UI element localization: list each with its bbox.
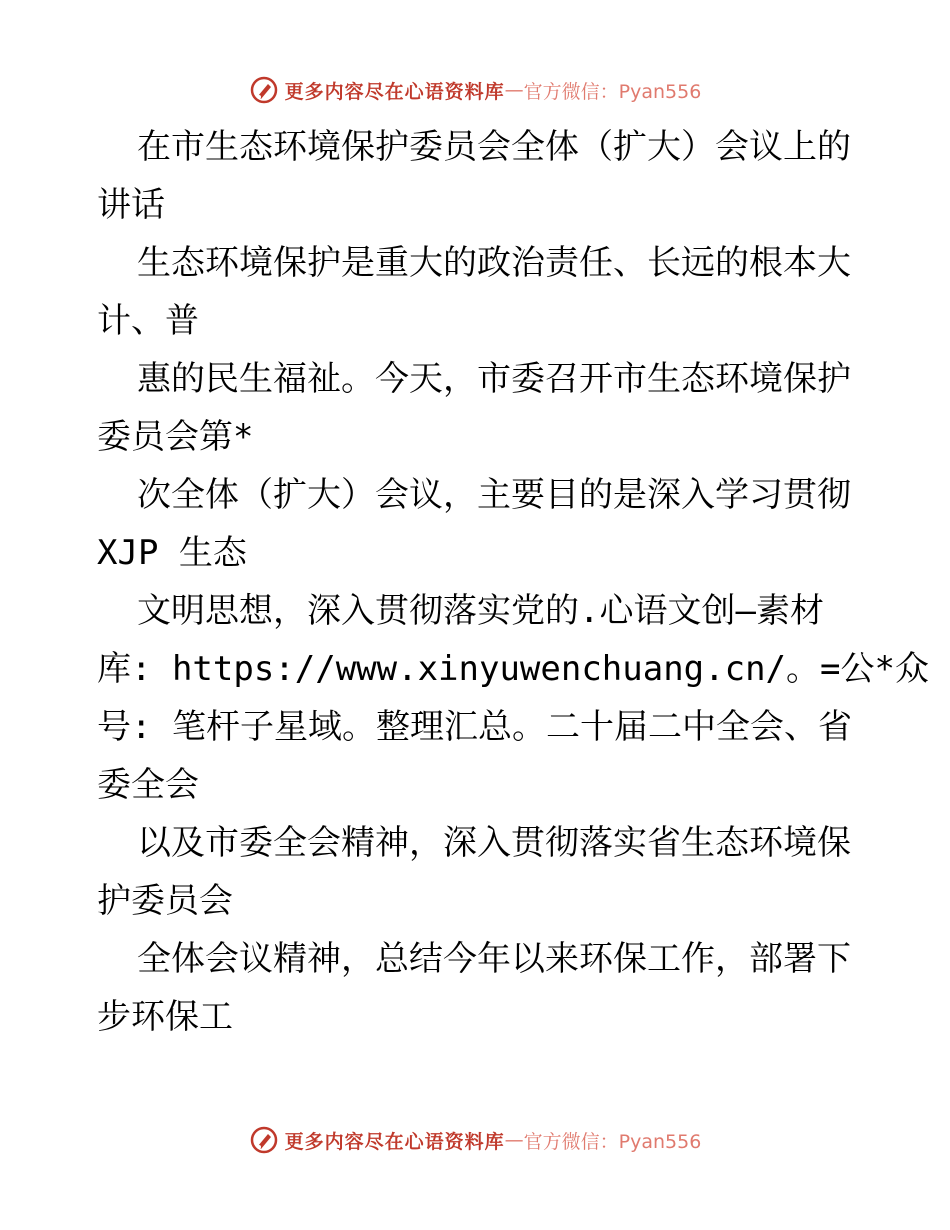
banner-dash: — <box>504 79 524 101</box>
banner-wechat: 官方微信：Pyan556 <box>523 80 702 103</box>
pen-circle-logo-icon <box>249 1125 279 1155</box>
text-line: 生态环境保护是重大的政治责任、长远的根本大 <box>137 243 851 283</box>
banner-title: 更多内容尽在心语资料库 <box>284 1130 505 1153</box>
footer-banner <box>0 1120 950 1160</box>
text-line: 文明思想，深入贯彻落实党的.心语文创—素材 <box>137 591 824 631</box>
banner-wechat: 官方微信：Pyan556 <box>523 1130 702 1153</box>
text-line: 委全会 <box>97 765 199 805</box>
text-line: 惠的民生福祉。今天，市委召开市生态环境保护 <box>137 359 851 399</box>
text-line: 委员会第* <box>97 417 254 457</box>
pen-circle-logo-icon <box>249 75 279 105</box>
text-line: 步环保工 <box>97 997 233 1037</box>
banner-title: 更多内容尽在心语资料库 <box>284 80 505 103</box>
text-line: XJP 生态 <box>97 533 247 573</box>
text-line: 库: https://www.xinyuwenchuang.cn/。=公*众 <box>97 649 929 689</box>
text-line: 在市生态环境保护委员会全体（扩大）会议上的 <box>137 127 851 167</box>
text-line: 护委员会 <box>97 881 233 921</box>
banner-dash: — <box>504 1129 524 1151</box>
header-banner <box>0 70 950 110</box>
text-line: 讲话 <box>97 185 165 225</box>
text-line: 次全体（扩大）会议，主要目的是深入学习贯彻 <box>137 475 851 515</box>
text-line: 计、普 <box>97 301 199 341</box>
text-line: 全体会议精神，总结今年以来环保工作，部署下 <box>137 939 851 979</box>
text-line: 号: 笔杆子星域。整理汇总。二十届二中全会、省 <box>97 707 852 747</box>
text-line: 以及市委全会精神，深入贯彻落实省生态环境保 <box>137 823 851 863</box>
document-body <box>97 118 929 1046</box>
